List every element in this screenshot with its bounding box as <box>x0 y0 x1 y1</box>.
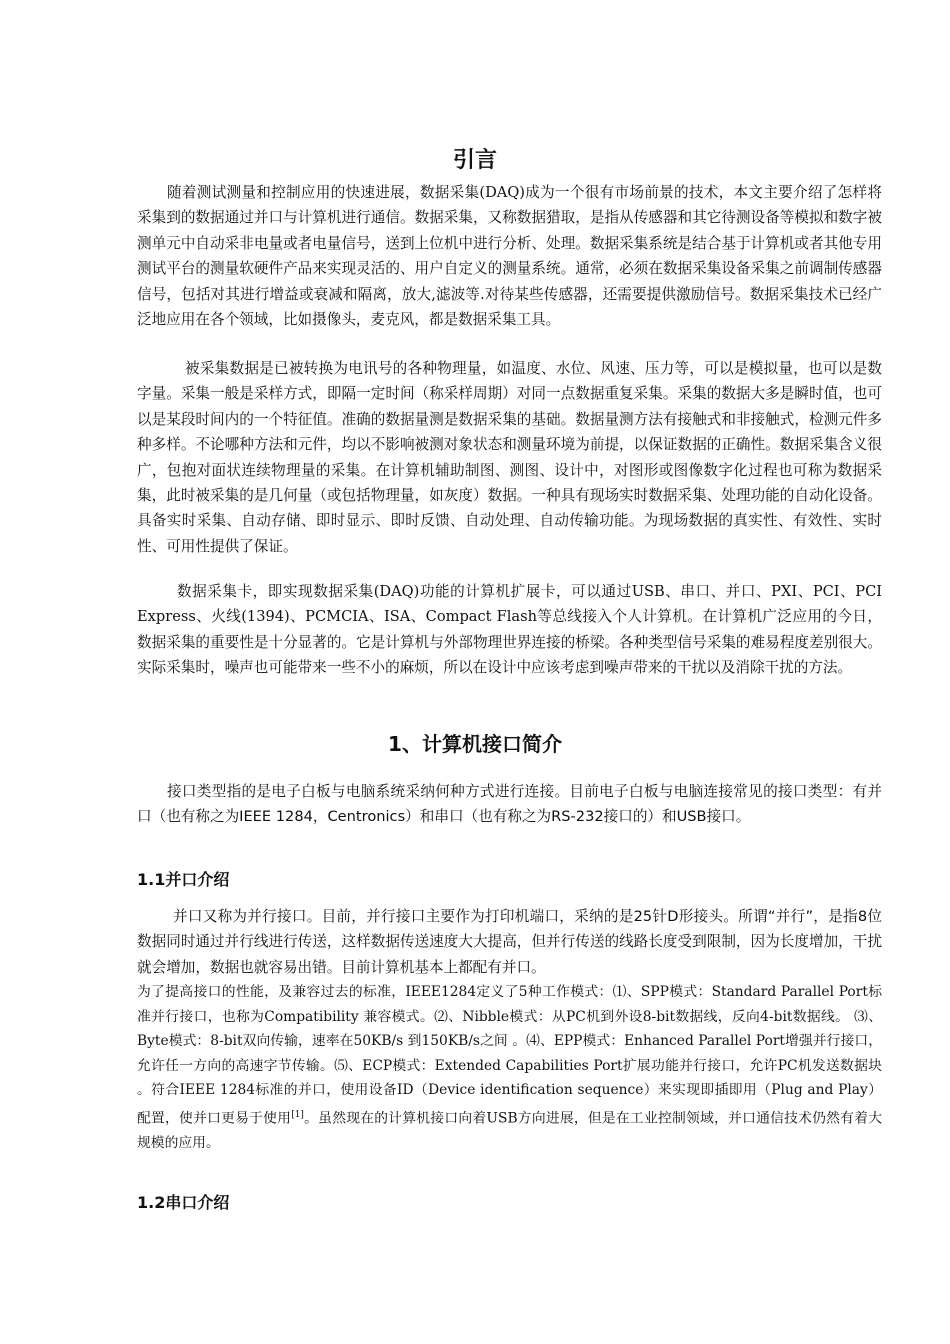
section-1-title: 1、计算机接口简介 <box>388 732 562 756</box>
intro-paragraph-1: 随着测试测量和控制应用的快速进展，数据采集(DAQ)成为一个很有市场前景的技术，本文主要介绍了怎样将采集到的数据通过并口与计算机进行通信。数据采集，又称数据猎取，是指从传感器和其它待测设备等模拟和数字被测单元中自动采非电量或者电量信号，送到上位机中进行分析、处理。数据采集系统是结合基于计算机或者其他专用测试平台的测量软硬件产品来实现灵活的、用户自定义的测量系统。通常，必须在数据采集设备采集之前调制传感器信号，包括对其进行增益或衰减和隔离，放大,滤波等.对待某些传感器，还需要提供激励信号。数据采集技术已经广泛地应用在各个领域，比如摄像头，麦克风，都是数据采集工具。 <box>137 184 882 329</box>
intro-paragraph-2: 被采集数据是已被转换为电讯号的各种物理量，如温度、水位、风速、压力等，可以是模拟量，也可以是数字量。采集一般是采样方式，即隔一定时间（称采样周期）对同一点数据重复采集。采集的数据大多是瞬时值，也可以是某段时间内的一个特征值。准确的数据量测是数据采集的基础。数据量测方法有接触式和非接触式，检测元件多种多样。不论哪种方法和元件，均以不影响被测对象状态和测量环境为前提，以保证数据的正确性。数据采集含义很广，包抱对面状连续物理量的采集。在计算机辅助制图、测图、设计中，对图形或图像数字化过程也可称为数据采集，此时被采集的是几何量（或包括物理量，如灰度）数据。一种具有现场实时数据采集、处理功能的自动化设备。具备实时采集、自动存储、即时显示、即时反馈、自动处理、自动传输功能。为现场数据的真实性、有效性、实时性、可用性提供了保证。 <box>137 360 882 555</box>
subsection-1-1-paragraph-1: 并口又称为并行接口。目前，并行接口主要作为打印机端口，采纳的是25针D形接头。所谓“并行”，是指8位数据同时通过并行线进行传送，这样数据传送速度大大提高，但并行传送的线路长度受到限制，因为长度增加，干扰就会增加，数据也就容易出错。目前计算机基本上都配有并口。 <box>137 908 882 976</box>
paragraph-text-part-1: 为了提高接口的性能，及兼容过去的标准，IEEE1284定义了5种工作模式：⑴、SPP模式：Standard Parallel Port标准并行接口，也称为Compatibility 兼容模式。⑵、Nibble模式：从PC机到外设8-bit数据线，反向4-bit数据线。 ⑶、Byte模式：8-bit双向传输，速率在50KB/s 到150KB/s之间 。⑷、EPP模式：Enhanced Parallel Port增强并行接口，允许任一方向的高速字节传输。⑸、ECP模式：Extended Capabilities Port扩展功能并行接口，允许PC机发送数据块 。符合IEEE 1284标准的并口，使用设备ID（Device identification sequence）来实现即插即用（Plug and Play）配置，使并口更易于使用 <box>137 984 882 1127</box>
citation-reference[interactable]: [1] <box>291 1109 304 1120</box>
intro-paragraph-3: 数据采集卡，即实现数据采集(DAQ)功能的计算机扩展卡，可以通过USB、串口、并口、PXI、PCI、PCI Express、火线(1394)、PCMCIA、ISA、Compact Flash等总线接入个人计算机。在计算机广泛应用的今日，数据采集的重要性是十分显著的。它是计算机与外部物理世界连接的桥梁。各种类型信号采集的难易程度差别很大。实际采集时，噪声也可能带来一些不小的麻烦，所以在设计中应该考虑到噪声带来的干扰以及消除干扰的方法。 <box>137 583 882 677</box>
subsection-1-1-title: 1.1并口介绍 <box>137 870 230 889</box>
subsection-1-1-paragraph-2 <box>137 980 882 1156</box>
section-1-paragraph: 接口类型指的是电子白板与电脑系统采纳何种方式进行连接。目前电子白板与电脑连接常见的接口类型：有并口（也有称之为IEEE 1284，Centronics）和串口（也有称之为RS-232接口的）和USB接口。 <box>137 783 882 826</box>
subsection-1-2-title: 1.2串口介绍 <box>137 1193 230 1212</box>
intro-title: 引言 <box>452 148 497 173</box>
paragraph-text-part-2: 。虽然现在的计算机接口向着USB方向进展，但是在工业控制领域，并口通信技术仍然有着大规模的应用。 <box>137 1110 883 1152</box>
